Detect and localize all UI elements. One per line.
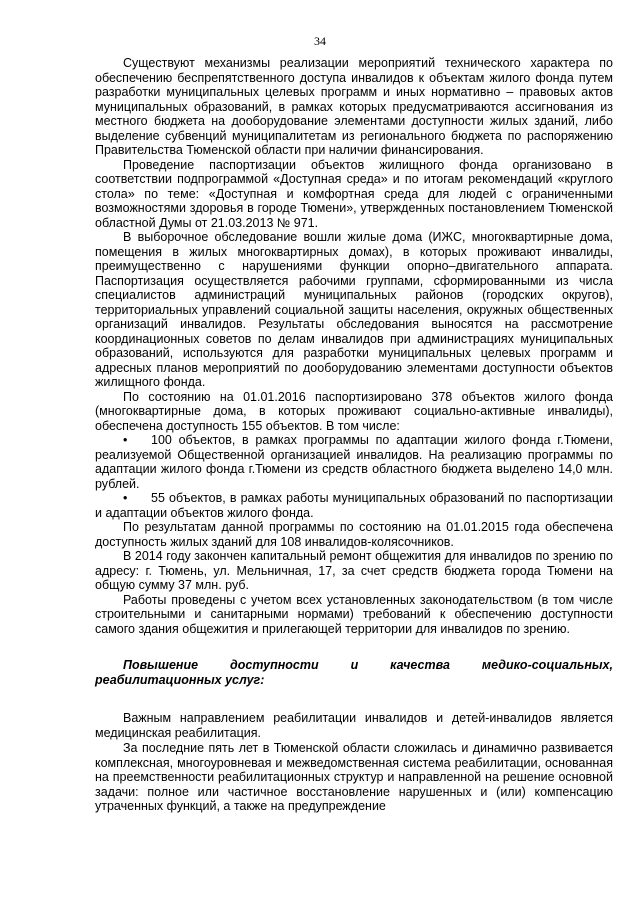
- section-heading: Повышение доступности и качества медико-социальных, реабилитационных услуг:: [95, 658, 613, 687]
- document-body: [95, 56, 613, 814]
- paragraph-dormitory-repair: В 2014 году закончен капитальный ремонт общежития для инвалидов по зрению по адресу: г. Тюмень, ул. Мельничная, 17, за счет средств бюджета города Тюмени на общую сумму 37 млн. руб.: [95, 549, 613, 592]
- paragraph-certification-program: Проведение паспортизации объектов жилищного фонда организовано в соответствии подпрограммой «Доступная среда» и по итогам рекомендаций «круглого стола» по теме: «Доступная и комфортная среда для людей с ограниченными возможностями здоровья в городе Тюмени», утвержденных постановлением Тюменской областной Думы от 21.03.2013 № 971.: [95, 157, 613, 230]
- paragraph-rehabilitation-system: За последние пять лет в Тюменской области сложилась и динамично развивается комплексная, многоуровневая и межведомственная система реабилитации, основанная на преемственности реабилитационных структур и направленной на решение основной задачи: полное или частичное восстановление нарушенных и (или) компенсацию утраченных функций, а также на предупреждение: [95, 741, 613, 813]
- list-item-text: 100 объектов, в рамках программы по адаптации жилого фонда г.Тюмени, реализуемой Общественной организацией инвалидов. На реализацию программы по адаптации жилого фонда г.Тюмени из средств областного бюджета выделено 14,0 млн. рублей.: [95, 433, 613, 491]
- page-number: 34: [314, 34, 326, 48]
- list-item-text: 55 объектов, в рамках работы муниципальных образований по паспортизации и адаптации объектов жилого фонда.: [95, 491, 613, 520]
- paragraph-selective-survey: В выборочное обследование вошли жилые дома (ИЖС, многоквартирные дома, помещения в жилых многоквартирных домах), в которых проживают инвалиды, преимущественно с нарушениями функции опорно–двигательного аппарата. Паспортизация осуществляется рабочими группами, сформированными из числа специалистов администраций муниципальных районов (городских округов), территориальных управлений социальной защиты населения, окружных общественных организаций инвалидов. Результаты обследования выносятся на рассмотрение координационных советов по делам инвалидов при администрациях муниципальных образований, используются для разработки муниципальных целевых программ и адресных планов мероприятий по дооборудованию элементами доступности объектов жилищного фонда.: [95, 230, 613, 389]
- list-item: [95, 433, 613, 491]
- paragraph-program-results: По результатам данной программы по состоянию на 01.01.2015 года обеспечена доступность жилых зданий для 108 инвалидов-колясочников.: [95, 520, 613, 549]
- bullet-icon: •: [123, 491, 128, 505]
- paragraph-status-2016: По состоянию на 01.01.2016 паспортизировано 378 объектов жилого фонда (многоквартирные дома, в которых проживают социально-активные инвалиды), обеспечена доступность 155 объектов. В том числе:: [95, 389, 613, 433]
- list-item: [95, 491, 613, 520]
- paragraph-medical-rehabilitation: Важным направлением реабилитации инвалидов и детей-инвалидов является медицинская реабилитация.: [95, 711, 613, 740]
- paragraph-accessibility-mechanisms: Существуют механизмы реализации мероприятий технического характера по обеспечению беспрепятственного доступа инвалидов к объектам жилого фонда путем разработки муниципальных целевых программ и иных нормативно – правовых актов муниципальных образований, в рамках которых предусматриваются ассигнования из местного бюджета на дооборудование элементами доступности жилых зданий, либо выделение субвенций муниципалитетам из регионального бюджета по распоряжению Правительства Тюменской области при наличии финансирования.: [95, 56, 613, 157]
- paragraph-works-performed: Работы проведены с учетом всех установленных законодательством (в том числе строительными и санитарными нормами) требований к обеспечению доступности самого здания общежития и прилегающей территории для инвалидов по зрению.: [95, 592, 613, 636]
- bullet-icon: •: [123, 433, 128, 447]
